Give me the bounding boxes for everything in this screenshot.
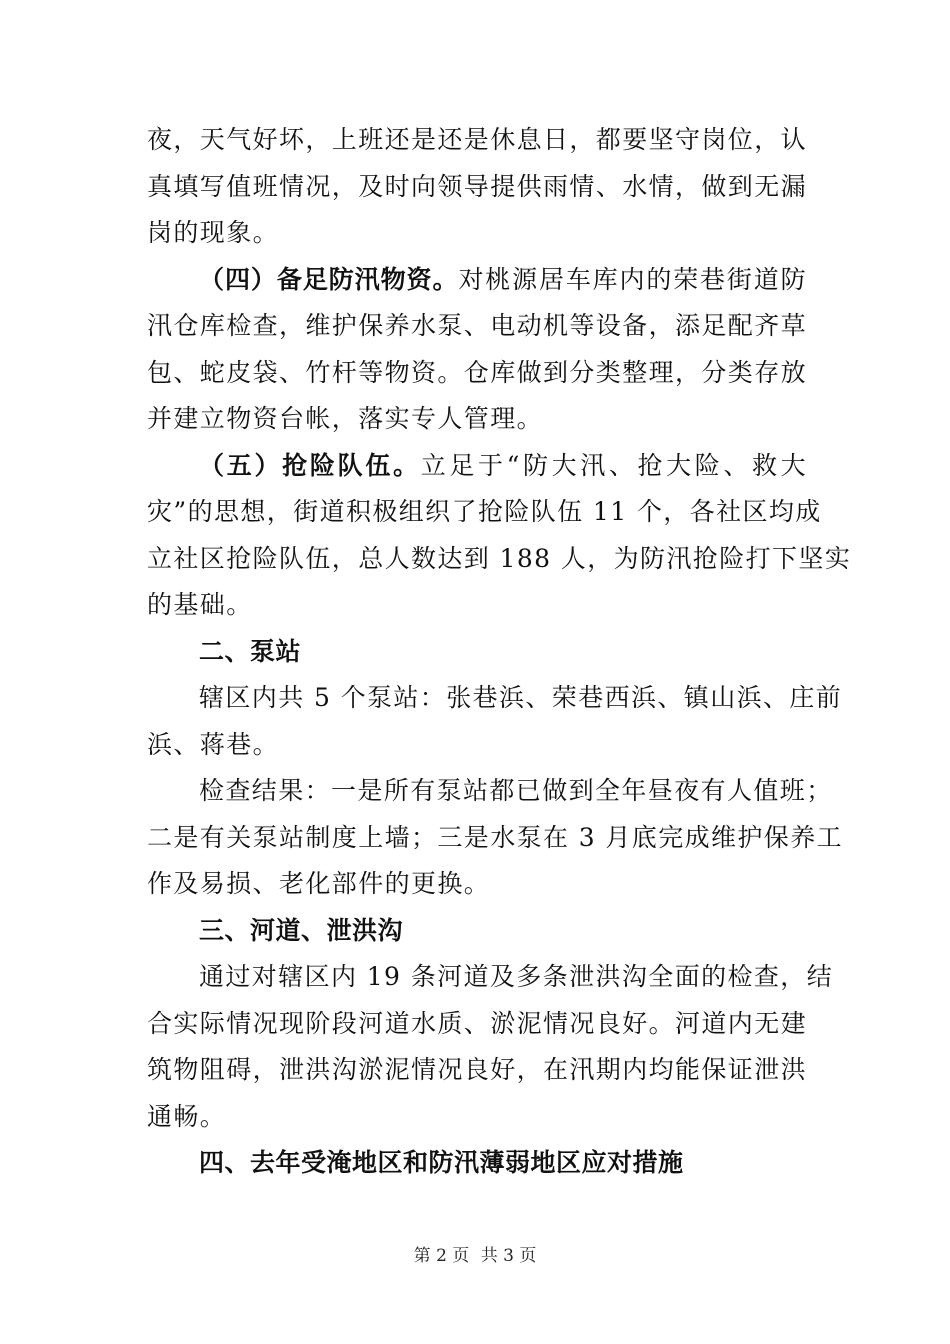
- text-line: 并建立物资台帐，落实专人管理。: [147, 404, 544, 433]
- text-line: 真填写值班情况，及时向领导提供雨情、水情，做到无漏: [147, 171, 808, 201]
- text-line: 二是有关泵站制度上墙；三是水泵在 3 月底完成维护保养工: [147, 822, 844, 852]
- text-line: 浜、蒋巷。: [147, 729, 280, 759]
- heading-pump-stations: 二、泵站: [199, 636, 302, 666]
- section-4-text: 对桃源居车库内的荣巷街道防: [458, 264, 807, 294]
- body-text: [147, 117, 852, 1187]
- text-line: 灾”的思想，街道积极组织了抢险队伍 11 个，各社区均成: [147, 497, 822, 526]
- text-line: 包、蛇皮袋、竹杆等物资。仓库做到分类整理，分类存放: [147, 357, 808, 387]
- text-line: 汛仓库检查，维护保养水泵、电动机等设备，添足配齐草: [147, 311, 808, 340]
- section-5-heading: （五）抢险队伍。: [199, 450, 421, 480]
- page-total: 共 3 页: [480, 1246, 537, 1266]
- section-5-first-line: [147, 443, 807, 490]
- text-line: 筑物阻碍，泄洪沟淤泥情况良好，在汛期内均能保证泄洪: [147, 1055, 808, 1084]
- text-line: 作及易损、老化部件的更换。: [147, 869, 491, 898]
- section-5-text: 立足于“防大汛、抢大险、救大: [420, 450, 807, 480]
- text-line: 的基础。: [147, 590, 253, 619]
- text-line: 岗的现象。: [147, 218, 280, 247]
- section-4-first-line: [147, 257, 807, 304]
- page-footer: [0, 1241, 950, 1266]
- text-line: 通过对辖区内 19 条河道及多条泄洪沟全面的检查，结: [199, 962, 834, 991]
- text-line: 通畅。: [147, 1101, 227, 1131]
- page-number: 第 2 页: [413, 1246, 470, 1266]
- text-line: 夜，天气好坏，上班还是还是休息日，都要坚守岗位，认: [147, 125, 808, 154]
- text-line: 检查结果：一是所有泵站都已做到全年昼夜有人值班；: [199, 776, 833, 805]
- section-4-heading: （四）备足防汛物资。: [199, 264, 459, 294]
- text-line: 辖区内共 5 个泵站：张巷浜、荣巷西浜、镇山浜、庄前: [199, 683, 843, 712]
- text-line: 合实际情况现阶段河道水质、淤泥情况良好。河道内无建: [147, 1008, 808, 1038]
- heading-river-channels: 三、河道、泄洪沟: [199, 915, 404, 945]
- text-line: 立社区抢险队伍，总人数达到 188 人，为防汛抢险打下坚实: [147, 543, 852, 573]
- heading-flood-measures: 四、去年受淹地区和防汛薄弱地区应对措施: [199, 1148, 684, 1177]
